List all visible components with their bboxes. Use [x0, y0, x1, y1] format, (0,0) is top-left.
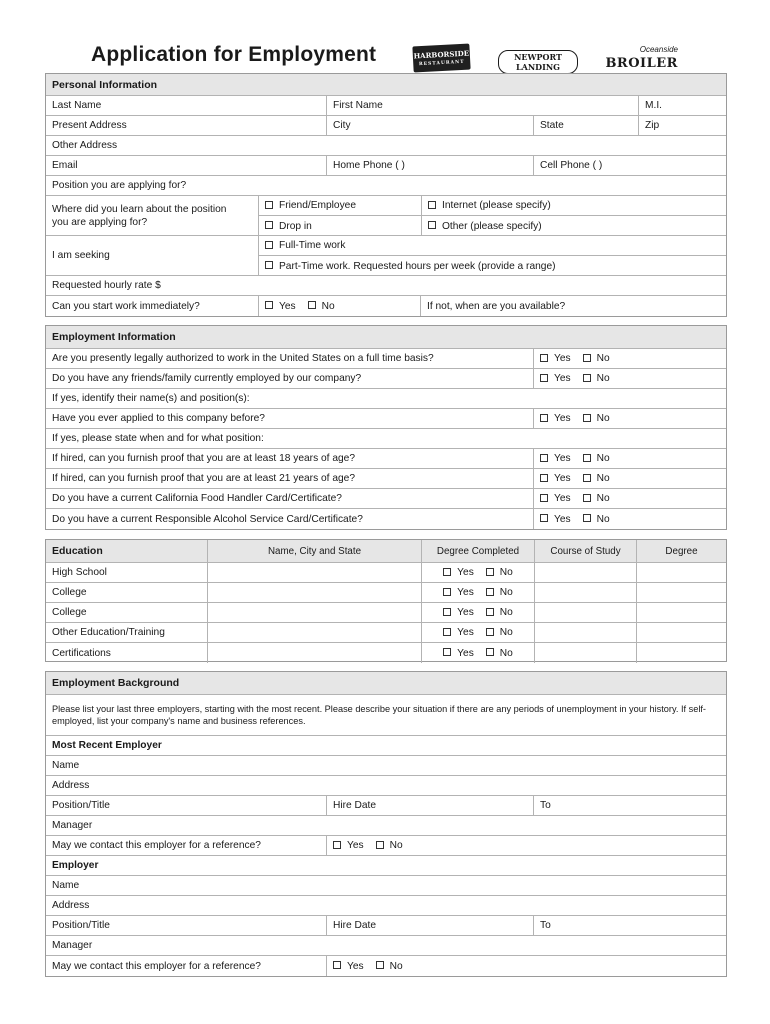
checkbox-icon[interactable] — [443, 628, 451, 636]
degree-completed-yes-no — [421, 623, 534, 642]
no-label: No — [499, 627, 513, 638]
learn-row — [46, 196, 726, 236]
learn-internet-option[interactable] — [421, 196, 726, 215]
contact-row — [46, 156, 726, 176]
education-type: High School — [52, 567, 107, 578]
yes-label: Yes — [554, 453, 571, 464]
degree-field[interactable] — [636, 623, 726, 642]
harborside-logo — [412, 44, 470, 73]
question-row — [46, 349, 726, 369]
other-address-field[interactable]: Other Address — [52, 140, 118, 151]
section-heading-row — [46, 672, 726, 695]
no-label: No — [596, 513, 610, 525]
checkbox-icon[interactable] — [443, 568, 451, 576]
yes-label: Yes — [457, 627, 474, 638]
degree-completed-yes-no — [421, 603, 534, 622]
applied-when-field[interactable]: If yes, please state when and for what position: — [52, 433, 264, 444]
no-option[interactable] — [486, 607, 513, 618]
manager-field[interactable]: Manager — [52, 820, 93, 831]
checkbox-icon[interactable] — [583, 514, 591, 522]
city-field[interactable]: City — [326, 116, 533, 135]
yes-option[interactable] — [443, 607, 474, 618]
available-date-field[interactable]: If not, when are you available? — [420, 296, 726, 316]
checkbox-icon[interactable] — [540, 354, 548, 362]
checkbox-icon[interactable] — [265, 241, 273, 249]
yes-label: Yes — [347, 960, 364, 972]
school-name-field[interactable] — [207, 583, 421, 602]
employer-row — [46, 796, 726, 816]
education-row — [46, 563, 726, 583]
employer-row — [46, 776, 726, 796]
col-degree-completed: Degree Completed — [421, 540, 534, 562]
employer-heading-row — [46, 736, 726, 756]
present-address-field[interactable]: Present Address — [52, 120, 127, 131]
employer-row — [46, 756, 726, 776]
yes-option[interactable] — [540, 453, 571, 464]
no-label: No — [389, 960, 403, 972]
answer-yes-no — [533, 369, 726, 388]
no-label: No — [596, 493, 610, 504]
question-authorized: Are you presently legally authorized to work in the United States on a full time basis? — [52, 353, 434, 364]
course-of-study-field[interactable] — [534, 643, 636, 663]
employer-name-field[interactable]: Name — [52, 760, 80, 771]
position-row — [46, 176, 726, 196]
yes-label: Yes — [554, 413, 571, 424]
contact-reference-label: May we contact this employer for a reference? — [52, 960, 261, 972]
harborside-logo-name: HARBORSIDE — [413, 48, 470, 61]
no-option[interactable] — [376, 840, 403, 851]
checkbox-icon[interactable] — [265, 201, 273, 209]
no-option[interactable] — [583, 353, 610, 364]
most-recent-employer-heading: Most Recent Employer — [52, 740, 162, 751]
start-no-option[interactable] — [308, 301, 335, 312]
degree-field[interactable] — [636, 603, 726, 622]
state-field[interactable]: State — [533, 116, 638, 135]
education-type: College — [52, 587, 87, 598]
education-type: Other Education/Training — [52, 627, 165, 638]
middle-initial-field[interactable]: M.I. — [638, 96, 726, 115]
checkbox-icon[interactable] — [583, 494, 591, 502]
yes-option[interactable] — [443, 587, 474, 598]
learn-friend-option[interactable] — [259, 196, 421, 215]
answer-yes-no — [533, 509, 726, 529]
no-option[interactable] — [583, 493, 610, 504]
newport-landing-logo — [498, 45, 578, 71]
yes-label: Yes — [457, 647, 474, 659]
page-title: Application for Employment — [91, 43, 377, 66]
question-row — [46, 409, 726, 429]
col-name-city-state: Name, City and State — [207, 540, 421, 562]
yes-label: Yes — [554, 473, 571, 484]
education-type: Certifications — [52, 647, 111, 659]
seeking-part-label: Part-Time work. Requested hours per week (provide a range) — [279, 260, 556, 272]
first-name-field[interactable]: First Name — [326, 96, 638, 115]
yes-option[interactable] — [443, 627, 474, 638]
checkbox-icon[interactable] — [265, 221, 273, 229]
question-row — [46, 509, 726, 529]
question-row — [46, 429, 726, 449]
no-option[interactable] — [583, 514, 610, 525]
end-date-field[interactable]: To — [533, 916, 726, 935]
answer-yes-no — [533, 409, 726, 428]
learn-drop-label: Drop in — [279, 220, 312, 232]
checkbox-icon[interactable] — [443, 648, 451, 656]
no-option[interactable] — [486, 627, 513, 638]
position-title-field[interactable]: Position/Title — [52, 800, 110, 811]
checkbox-icon[interactable] — [540, 494, 548, 502]
course-of-study-field[interactable] — [534, 583, 636, 602]
question-friends-family: Do you have any friends/family currently employed by our company? — [52, 373, 362, 384]
answer-yes-no — [533, 469, 726, 488]
education-row — [46, 643, 726, 663]
employer-heading: Employer — [52, 860, 99, 871]
learn-friend-label: Friend/Employee — [279, 200, 357, 211]
position-title-field[interactable]: Position/Title — [52, 920, 110, 931]
yes-option[interactable] — [443, 567, 474, 578]
learn-options — [258, 196, 726, 235]
no-label: No — [596, 473, 610, 484]
answer-yes-no — [533, 449, 726, 468]
employment-background-section — [45, 671, 727, 977]
no-label: No — [596, 413, 610, 424]
employer-heading-row — [46, 856, 726, 876]
checkbox-icon[interactable] — [308, 301, 316, 309]
employer-row — [46, 836, 726, 856]
yes-option[interactable] — [540, 493, 571, 504]
checkbox-icon[interactable] — [376, 961, 384, 969]
checkbox-icon[interactable] — [333, 841, 341, 849]
no-option[interactable] — [486, 587, 513, 598]
question-row — [46, 449, 726, 469]
question-row — [46, 489, 726, 509]
course-of-study-field[interactable] — [534, 623, 636, 642]
yes-option[interactable] — [333, 840, 364, 851]
checkbox-icon[interactable] — [540, 454, 548, 462]
seeking-label: I am seeking — [52, 250, 110, 261]
no-label: No — [321, 300, 335, 312]
no-option[interactable] — [486, 648, 513, 659]
name-row — [46, 96, 726, 116]
no-option[interactable] — [376, 961, 403, 972]
answer-yes-no — [533, 349, 726, 368]
section-heading: Employment Background — [52, 677, 180, 689]
broiler-logo-small: Oceanside — [639, 45, 678, 54]
checkbox-icon[interactable] — [443, 608, 451, 616]
start-label: Can you start work immediately? — [52, 300, 200, 312]
checkbox-icon[interactable] — [486, 588, 494, 596]
col-degree: Degree — [636, 540, 726, 562]
question-row — [46, 389, 726, 409]
instructions-row — [46, 695, 726, 736]
learn-label: Where did you learn about the position you are applying for? — [52, 203, 227, 228]
yes-label: Yes — [457, 587, 474, 598]
question-applied-before: Have you ever applied to this company before? — [52, 413, 265, 424]
yes-label: Yes — [554, 373, 571, 384]
seeking-full-label: Full-Time work — [279, 240, 346, 251]
hourly-rate-field[interactable]: Requested hourly rate $ — [52, 280, 161, 291]
hire-date-field[interactable]: Hire Date — [326, 916, 533, 935]
employer-row — [46, 936, 726, 956]
yes-label: Yes — [347, 840, 364, 851]
start-yes-no — [258, 296, 420, 316]
checkbox-icon[interactable] — [333, 961, 341, 969]
employer-row — [46, 896, 726, 916]
checkbox-icon[interactable] — [428, 201, 436, 209]
no-option[interactable] — [486, 567, 513, 578]
no-label: No — [499, 587, 513, 598]
no-label: No — [596, 373, 610, 384]
cell-phone-field[interactable]: Cell Phone ( ) — [533, 156, 726, 175]
employer-row — [46, 816, 726, 836]
col-course-of-study: Course of Study — [534, 540, 636, 562]
no-label: No — [389, 840, 403, 851]
checkbox-icon[interactable] — [486, 628, 494, 636]
checkbox-icon[interactable] — [583, 474, 591, 482]
yes-label: Yes — [457, 567, 474, 578]
seeking-options — [258, 236, 726, 275]
education-row — [46, 583, 726, 603]
degree-completed-yes-no — [421, 643, 534, 663]
yes-label: Yes — [554, 353, 571, 364]
employer-row — [46, 916, 726, 936]
school-name-field[interactable] — [207, 623, 421, 642]
end-date-field[interactable]: To — [533, 796, 726, 815]
employer-address-field[interactable]: Address — [52, 900, 90, 911]
degree-field[interactable] — [636, 583, 726, 602]
no-label: No — [499, 607, 513, 618]
checkbox-icon[interactable] — [486, 648, 494, 656]
no-option[interactable] — [583, 453, 610, 464]
position-field[interactable]: Position you are applying for? — [52, 180, 187, 191]
checkbox-icon[interactable] — [265, 301, 273, 309]
education-row — [46, 603, 726, 623]
start-yes-option[interactable] — [265, 301, 296, 312]
degree-field[interactable] — [636, 563, 726, 582]
checkbox-icon[interactable] — [583, 454, 591, 462]
other-address-row — [46, 136, 726, 156]
checkbox-icon[interactable] — [540, 374, 548, 382]
learn-other-label: Other (please specify) — [442, 220, 542, 232]
school-name-field[interactable] — [207, 563, 421, 582]
checkbox-icon[interactable] — [376, 841, 384, 849]
education-type: College — [52, 607, 87, 618]
checkbox-icon[interactable] — [265, 261, 273, 269]
checkbox-icon[interactable] — [583, 374, 591, 382]
yes-label: Yes — [279, 300, 296, 312]
no-option[interactable] — [583, 473, 610, 484]
checkbox-icon[interactable] — [486, 608, 494, 616]
section-heading: Employment Information — [52, 331, 176, 343]
checkbox-icon[interactable] — [443, 588, 451, 596]
question-food-handler: Do you have a current California Food Handler Card/Certificate? — [52, 493, 342, 504]
employer-address-field[interactable]: Address — [52, 780, 90, 791]
yes-option[interactable] — [540, 353, 571, 364]
hourly-row — [46, 276, 726, 296]
hire-date-field[interactable]: Hire Date — [326, 796, 533, 815]
no-option[interactable] — [583, 373, 610, 384]
education-header-row — [46, 540, 726, 563]
answer-yes-no — [533, 489, 726, 508]
education-heading: Education — [52, 545, 103, 557]
employer-row — [46, 876, 726, 896]
learn-other-option[interactable] — [421, 216, 726, 236]
checkbox-icon[interactable] — [540, 414, 548, 422]
yes-option[interactable] — [443, 648, 474, 659]
employer-name-field[interactable]: Name — [52, 880, 80, 891]
degree-completed-yes-no — [421, 583, 534, 602]
course-of-study-field[interactable] — [534, 563, 636, 582]
yes-option[interactable] — [540, 473, 571, 484]
no-label: No — [596, 353, 610, 364]
manager-field[interactable]: Manager — [52, 940, 93, 951]
yes-option[interactable] — [540, 373, 571, 384]
harborside-logo-sub: RESTAURANT — [418, 59, 465, 68]
checkbox-icon[interactable] — [486, 568, 494, 576]
friends-names-field[interactable]: If yes, identify their name(s) and position(s): — [52, 393, 250, 404]
checkbox-icon[interactable] — [583, 414, 591, 422]
seeking-row — [46, 236, 726, 276]
education-row — [46, 623, 726, 643]
seeking-part-time-option[interactable] — [259, 256, 726, 276]
question-row — [46, 469, 726, 489]
learn-drop-option[interactable] — [259, 216, 421, 236]
question-age-21: If hired, can you furnish proof that you are at least 21 years of age? — [52, 473, 355, 484]
education-section — [45, 539, 727, 662]
address-row — [46, 116, 726, 136]
contact-yes-no — [326, 956, 726, 976]
degree-completed-yes-no — [421, 563, 534, 582]
last-name-field[interactable]: Last Name — [52, 100, 102, 111]
no-label: No — [499, 567, 513, 578]
broiler-logo-big: BROILER — [605, 56, 678, 71]
home-phone-field[interactable]: Home Phone ( ) — [326, 156, 533, 175]
no-option[interactable] — [583, 413, 610, 424]
contact-yes-no — [326, 836, 726, 855]
school-name-field[interactable] — [207, 643, 421, 663]
oceanside-broiler-logo — [598, 46, 678, 72]
newport-logo-name: NEWPORT LANDING — [498, 50, 578, 74]
course-of-study-field[interactable] — [534, 603, 636, 622]
yes-option[interactable] — [540, 413, 571, 424]
checkbox-icon[interactable] — [428, 221, 436, 229]
question-age-18: If hired, can you furnish proof that you are at least 18 years of age? — [52, 453, 355, 464]
employer-row — [46, 956, 726, 976]
section-heading-row — [46, 74, 726, 96]
school-name-field[interactable] — [207, 603, 421, 622]
section-heading: Personal Information — [52, 78, 158, 91]
no-label: No — [499, 647, 513, 659]
degree-field[interactable] — [636, 643, 726, 663]
checkbox-icon[interactable] — [540, 514, 548, 522]
yes-option[interactable] — [333, 961, 364, 972]
question-row — [46, 369, 726, 389]
yes-option[interactable] — [540, 514, 571, 525]
yes-label: Yes — [554, 493, 571, 504]
form-header — [46, 40, 726, 74]
contact-reference-label: May we contact this employer for a reference? — [52, 840, 261, 851]
instructions-text: Please list your last three employers, starting with the most recent. Please describe your situation if there are any periods of unemployment in your history. If self-employed, list your company's name and business references. — [52, 704, 706, 726]
section-heading-row — [46, 326, 726, 349]
yes-label: Yes — [554, 513, 571, 525]
question-alcohol-service: Do you have a current Responsible Alcohol Service Card/Certificate? — [52, 513, 363, 525]
checkbox-icon[interactable] — [540, 474, 548, 482]
email-field[interactable]: Email — [52, 160, 78, 171]
learn-internet-label: Internet (please specify) — [442, 200, 551, 211]
start-row — [46, 296, 726, 316]
no-label: No — [596, 453, 610, 464]
checkbox-icon[interactable] — [583, 354, 591, 362]
zip-field[interactable]: Zip — [638, 116, 726, 135]
yes-label: Yes — [457, 607, 474, 618]
employment-information-section — [45, 325, 727, 530]
personal-information-section — [45, 73, 727, 317]
seeking-full-time-option[interactable] — [259, 236, 726, 255]
